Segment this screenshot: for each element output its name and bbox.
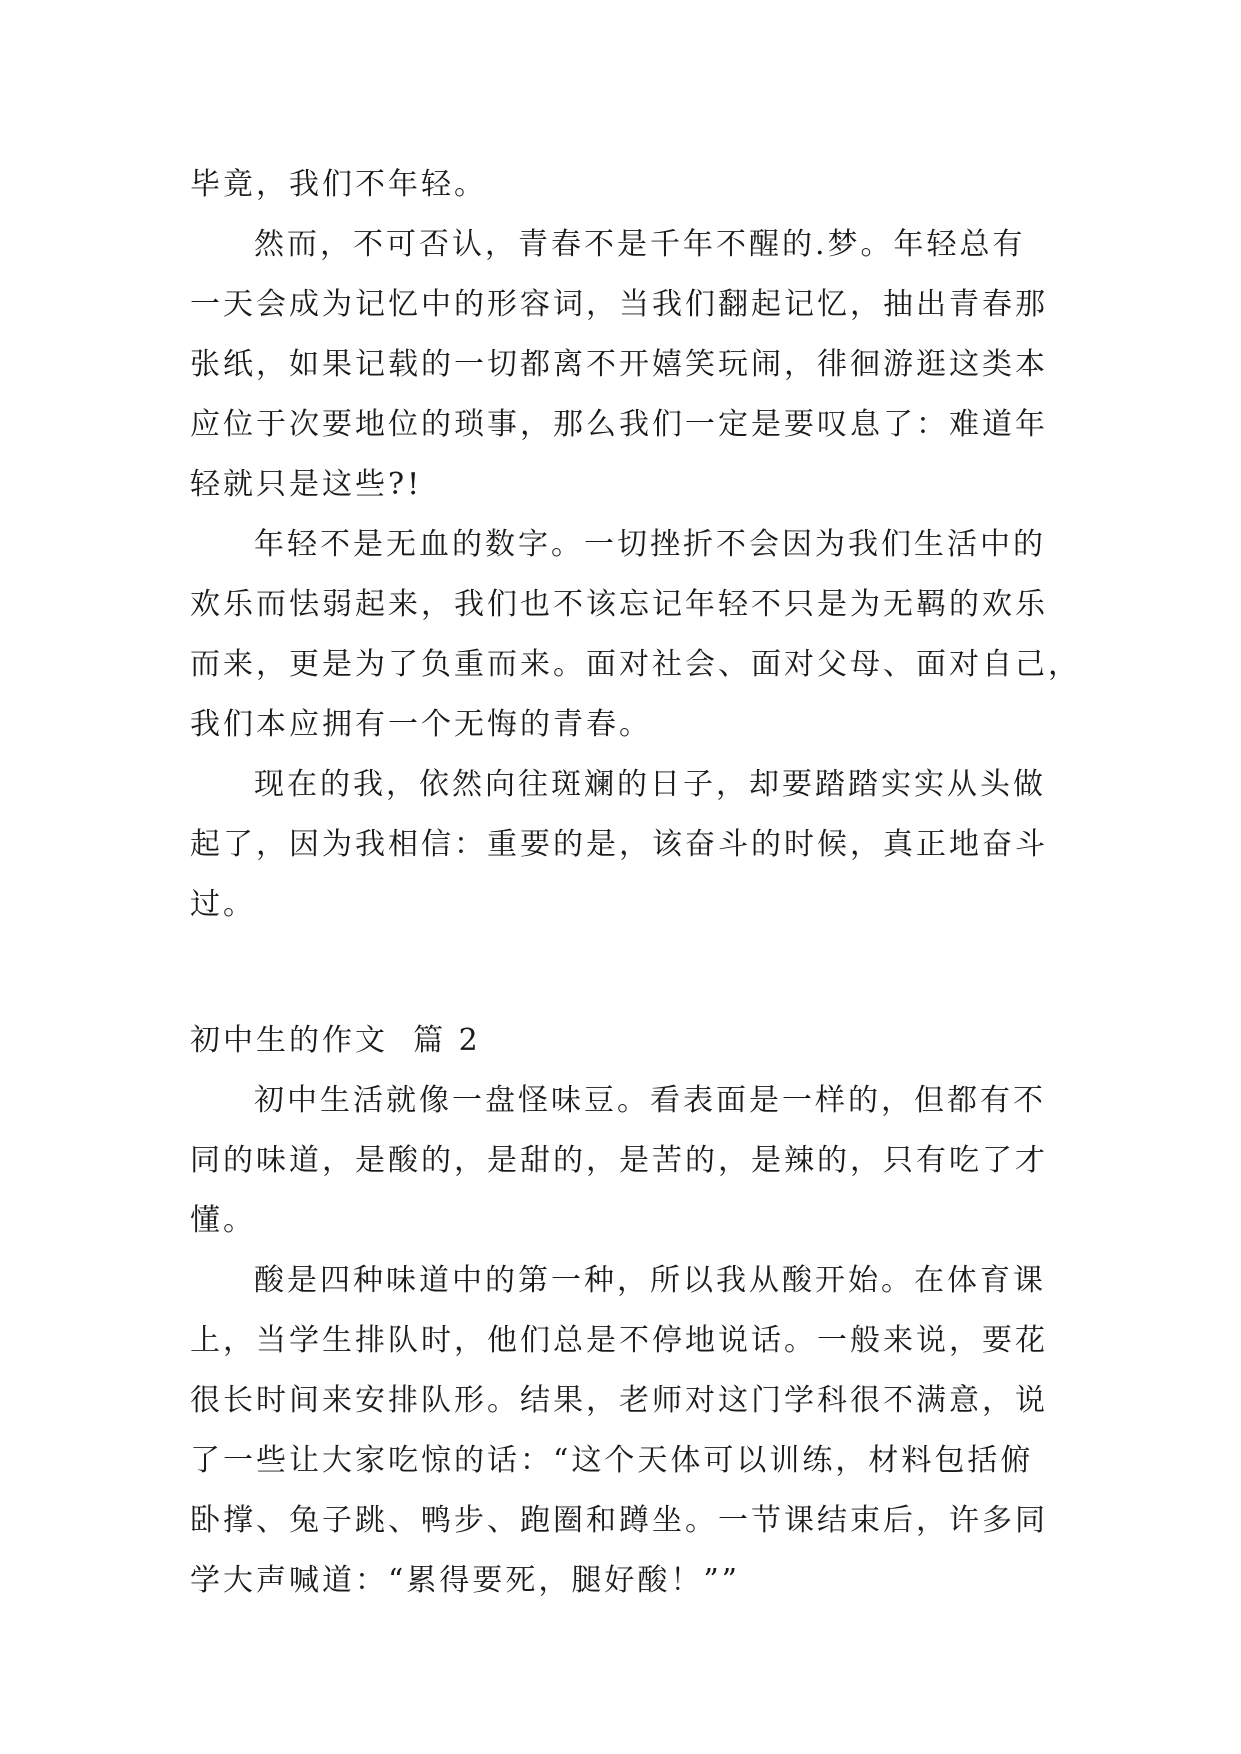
text-line: 应位于次要地位的琐事，那么我们一定是要叹息了：难道年 (190, 407, 1048, 442)
text-line: 欢乐而怯弱起来，我们也不该忘记年轻不只是为无羁的欢乐 (190, 587, 1048, 622)
text-line: 上，当学生排队时，他们总是不停地说话。一般来说，要花 (190, 1323, 1048, 1358)
text-line: 酸是四种味道中的第一种，所以我从酸开始。在体育课 (254, 1263, 1046, 1298)
text-line: 很长时间来安排队形。结果，老师对这门学科很不满意，说 (190, 1383, 1048, 1418)
text-line: 过。 (190, 887, 256, 922)
text-line: 而来，更是为了负重而来。面对社会、面对父母、面对自己， (190, 647, 1081, 682)
text-line: 然而，不可否认，青春不是千年不醒的.梦。年轻总有 (254, 227, 1026, 262)
text-line: 现在的我，依然向往斑斓的日子，却要踏踏实实从头做 (254, 767, 1046, 802)
text-line: 轻就只是这些?! (190, 467, 423, 502)
document-page (190, 155, 1081, 1611)
text-line: 年轻不是无血的数字。一切挫折不会因为我们生活中的 (254, 527, 1046, 562)
section-gap (190, 935, 1052, 1011)
paragraph-continued (190, 155, 1052, 215)
text-line: 毕竟，我们不年轻。 (190, 167, 487, 202)
paragraph-strange-beans (190, 1071, 1052, 1251)
text-line: 学大声喊道：“累得要死，腿好酸！”” (190, 1563, 741, 1598)
text-line: 一天会成为记忆中的形容词，当我们翻起记忆，抽出青春那 (190, 287, 1048, 322)
text-line: 我们本应拥有一个无悔的青春。 (190, 707, 652, 742)
text-line: 同的味道，是酸的，是甜的，是苦的，是辣的，只有吃了才 (190, 1143, 1048, 1178)
text-line: 张纸，如果记载的一切都离不开嬉笑玩闹，徘徊游逛这类本 (190, 347, 1048, 382)
paragraph-now-me (190, 755, 1052, 935)
section-heading: 初中生的作文 篇 2 (190, 1023, 481, 1058)
text-line: 卧撑、兔子跳、鸭步、跑圈和蹲坐。一节课结束后，许多同 (190, 1503, 1048, 1538)
paragraph-youth-not-number (190, 515, 1081, 755)
paragraph-youth-not-dream (190, 215, 1052, 515)
text-line: 起了，因为我相信：重要的是，该奋斗的时候，真正地奋斗 (190, 827, 1048, 862)
paragraph-sour-taste (190, 1251, 1052, 1611)
text-line: 了一些让大家吃惊的话：“这个天体可以训练，材料包括俯 (190, 1443, 1034, 1478)
text-line: 懂。 (190, 1203, 256, 1238)
text-line: 初中生活就像一盘怪味豆。看表面是一样的，但都有不 (254, 1083, 1046, 1118)
